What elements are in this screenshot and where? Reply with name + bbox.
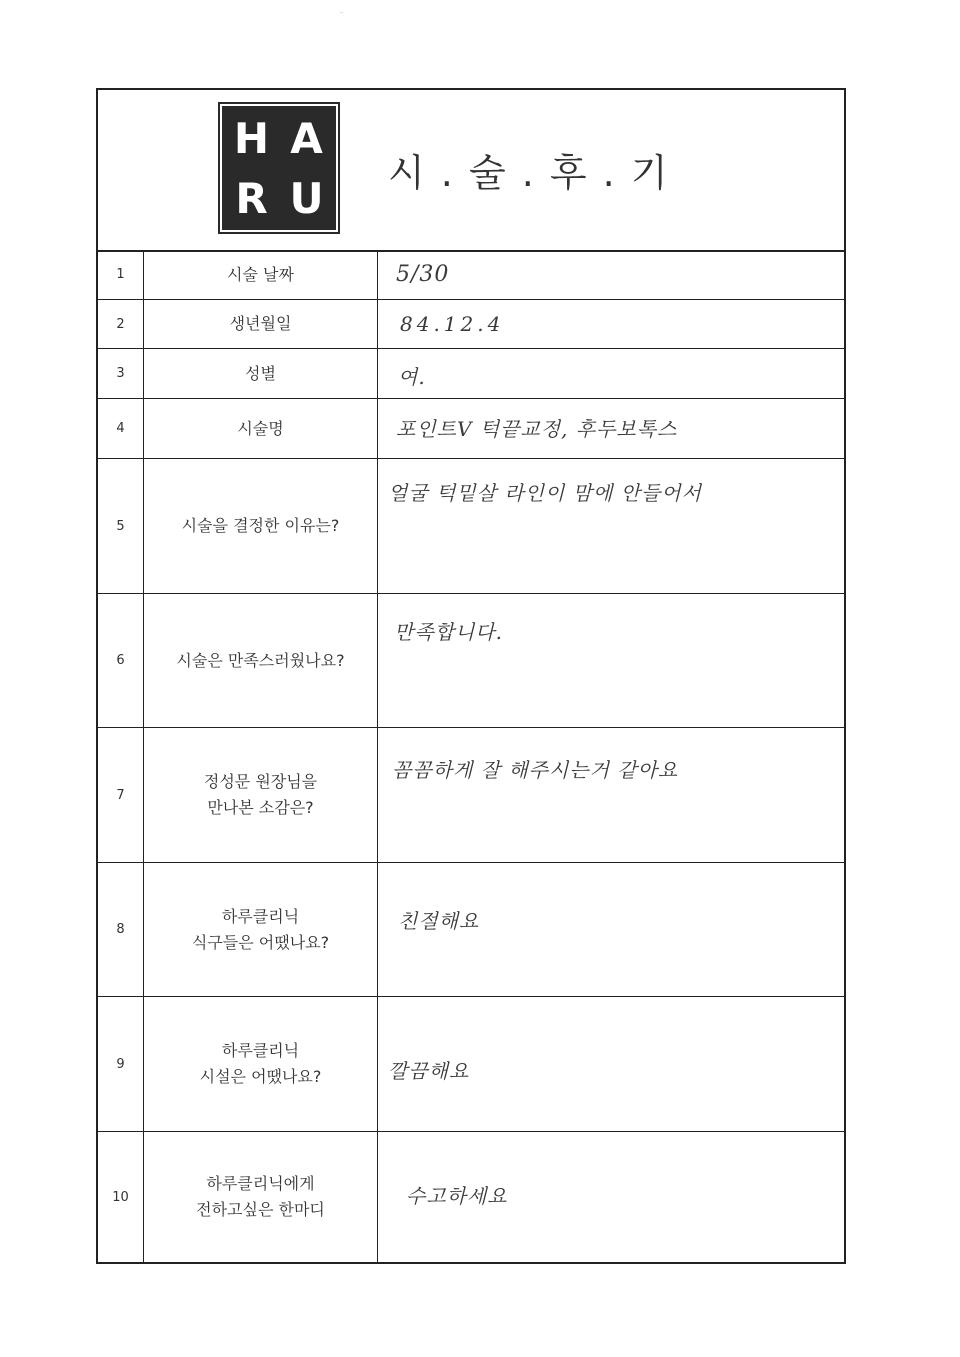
logo-letter: A bbox=[281, 110, 332, 166]
row-number: 9 bbox=[98, 997, 144, 1131]
row-answer-cell bbox=[388, 997, 844, 1131]
row-answer-cell bbox=[388, 349, 844, 398]
row-answer-cell bbox=[388, 459, 844, 593]
handwritten-answer: 얼굴 턱밑살 라인이 맘에 안들어서 bbox=[388, 481, 702, 505]
form-row-9 bbox=[98, 997, 844, 1132]
form-header bbox=[98, 90, 844, 252]
row-number: 10 bbox=[98, 1132, 144, 1262]
row-answer-cell bbox=[388, 250, 844, 299]
row-answer-cell bbox=[388, 594, 844, 727]
form-title: 시 . 술 . 후 . 기 bbox=[388, 151, 670, 195]
row-answer-cell bbox=[388, 863, 844, 996]
scan-speck bbox=[340, 12, 343, 13]
handwritten-answer: 5/30 bbox=[396, 262, 450, 287]
handwritten-answer: 수고하세요 bbox=[406, 1184, 508, 1208]
form-row-3 bbox=[98, 349, 844, 399]
row-number: 3 bbox=[98, 349, 144, 398]
row-question: 하루클리닉 식구들은 어땠나요? bbox=[144, 863, 378, 996]
row-number: 4 bbox=[98, 399, 144, 458]
handwritten-answer: 포인트V 턱끝교정, 후두보톡스 bbox=[396, 417, 678, 441]
form-row-2 bbox=[98, 300, 844, 349]
row-number: 8 bbox=[98, 863, 144, 996]
form-row-5 bbox=[98, 459, 844, 594]
handwritten-answer: 친절해요 bbox=[398, 909, 480, 933]
row-number: 2 bbox=[98, 300, 144, 348]
row-question: 하루클리닉에게 전하고싶은 한마디 bbox=[144, 1132, 378, 1262]
row-question: 정성문 원장님을 만나본 소감은? bbox=[144, 728, 378, 862]
form-row-1 bbox=[98, 250, 844, 300]
row-question: 시술 날짜 bbox=[144, 250, 378, 299]
form-row-7 bbox=[98, 728, 844, 863]
row-question: 시술은 만족스러웠나요? bbox=[144, 594, 378, 727]
handwritten-answer: 꼼꼼하게 잘 해주시는거 같아요 bbox=[392, 758, 679, 782]
handwritten-answer: 84.12.4 bbox=[400, 312, 505, 336]
row-number: 5 bbox=[98, 459, 144, 593]
review-form bbox=[96, 88, 846, 1264]
handwritten-answer: 깔끔해요 bbox=[388, 1059, 470, 1083]
row-number: 1 bbox=[98, 250, 144, 299]
form-row-6 bbox=[98, 594, 844, 728]
row-number: 6 bbox=[98, 594, 144, 727]
handwritten-answer: 만족합니다. bbox=[394, 620, 503, 644]
row-question: 시술을 결정한 이유는? bbox=[144, 459, 378, 593]
haru-logo bbox=[220, 104, 338, 232]
row-question: 시술명 bbox=[144, 399, 378, 458]
row-question: 생년월일 bbox=[144, 300, 378, 348]
logo-letter: R bbox=[226, 170, 277, 226]
row-answer-cell bbox=[388, 728, 844, 862]
handwritten-answer: 여. bbox=[398, 365, 426, 389]
row-question: 성별 bbox=[144, 349, 378, 398]
logo-letter: U bbox=[281, 170, 332, 226]
row-answer-cell bbox=[388, 1132, 844, 1262]
row-question: 하루클리닉 시설은 어땠나요? bbox=[144, 997, 378, 1131]
logo-letter: H bbox=[226, 110, 277, 166]
row-number: 7 bbox=[98, 728, 144, 862]
form-row-4 bbox=[98, 399, 844, 459]
form-row-8 bbox=[98, 863, 844, 997]
row-answer-cell bbox=[388, 399, 844, 458]
row-answer-cell bbox=[388, 300, 844, 348]
form-row-10 bbox=[98, 1132, 844, 1262]
